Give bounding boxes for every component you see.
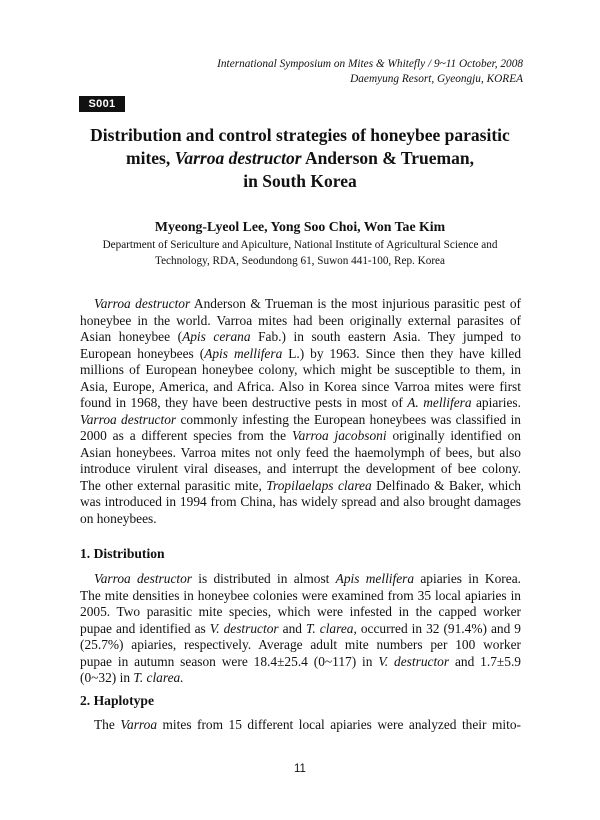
text-run: The other external parasitic mite, <box>80 477 267 493</box>
text-line <box>80 670 521 687</box>
text-line <box>80 346 521 363</box>
text-run: L.) by 1963. Since then they have killed <box>282 345 522 361</box>
text-line <box>80 621 521 638</box>
text-run: Delfinado & Baker, which <box>371 477 521 493</box>
title-species-name: Varroa destructor <box>174 148 302 168</box>
text-line: introduce virulent viral diseases, and interrupt the development of bee colony. <box>80 461 521 476</box>
species-name: Varroa <box>120 717 158 732</box>
text-run: 2000 as a different species from the <box>80 428 292 443</box>
species-name: Apis mellifera <box>204 345 283 361</box>
text-run: apiaries in Korea. <box>414 571 521 586</box>
distribution-paragraph <box>80 571 521 687</box>
text-line: Asian honeybees. Varroa mites not only feed the haemolymph of bees, but also <box>80 444 521 460</box>
text-line <box>80 654 521 671</box>
text-line: on honeybees. <box>80 510 157 526</box>
text-run: pupae in autumn season were 18.4±25.4 (0~117) in <box>80 653 379 669</box>
text-run: pupae and identified as <box>80 620 210 636</box>
text-run: mites from 15 different local apiaries were analyzed their mito- <box>157 717 521 732</box>
species-name: V. destructor <box>209 620 279 636</box>
section-heading-distribution: 1. Distribution <box>80 546 165 561</box>
species-name: T. clarea. <box>133 670 184 685</box>
species-name: Varroa destructor <box>94 296 191 311</box>
text-run: found in 1968, they have been destructive pests in most of <box>80 395 408 410</box>
text-run: apiaries. <box>471 395 521 410</box>
text-run: Fab.) in south eastern Asia. They jumped to <box>250 329 522 344</box>
text-run: The <box>94 717 121 732</box>
text-line: millions of European honeybee colony, which might be susceptible to them, in <box>80 362 521 377</box>
text-line <box>80 412 521 429</box>
author-list: Myeong-Lyeol Lee, Yong Soo Choi, Won Tae Kim <box>154 219 446 234</box>
text-run: , occurred in 32 (91.4%) and 9 <box>353 620 521 636</box>
text-line <box>80 296 521 313</box>
conference-header <box>217 57 523 87</box>
text-line: The mite densities in honeybee colonies were examined from 35 local apiaries in <box>80 587 521 603</box>
species-name: T. clarea <box>305 620 354 636</box>
species-name: Apis mellifera <box>335 571 415 586</box>
title-line-2 <box>70 147 530 170</box>
paper-title <box>70 124 530 193</box>
text-line <box>80 571 521 588</box>
haplotype-paragraph <box>80 717 521 734</box>
text-line <box>80 478 521 495</box>
text-run: commonly infesting the European honeybees was classified in <box>176 411 521 427</box>
section-heading-haplotype: 2. Haplotype <box>80 693 155 708</box>
page-number: 11 <box>294 763 306 775</box>
abstract-id-badge: S001 <box>79 96 125 112</box>
species-name: Varroa destructor <box>94 571 193 586</box>
species-name: A. mellifera <box>407 395 472 410</box>
text-run: originally identified on <box>386 428 521 443</box>
text-line <box>80 395 521 412</box>
text-run: European honeybees ( <box>80 345 205 361</box>
species-name: Varroa jacobsoni <box>291 428 387 443</box>
title-text: Anderson & Trueman, <box>301 148 474 168</box>
text-line <box>80 329 521 346</box>
text-line: 2005. Two parasitic mite species, which were infested in the capped worker <box>80 604 521 619</box>
text-run: Anderson & Trueman is the most injurious parasitic pest of <box>190 296 521 311</box>
species-name: Tropilaelaps clarea <box>266 477 372 493</box>
affiliation <box>84 237 516 269</box>
title-line-1: Distribution and control strategies of honeybee parasitic <box>90 125 510 145</box>
header-line-1: International Symposium on Mites & Whitefly / 9~11 October, 2008 <box>217 58 523 70</box>
text-line: Asia, Europe, America, and Africa. Also in Korea since Varroa mites were first <box>80 378 521 394</box>
text-line <box>80 428 521 445</box>
header-line-2: Daemyung Resort, Gyeongju, KOREA <box>350 73 523 85</box>
species-name: V. destructor <box>378 653 450 669</box>
title-text: mites, <box>126 148 175 168</box>
text-run: (0~32) in <box>80 670 134 685</box>
text-run: and 1.7±5.9 <box>449 653 522 669</box>
text-line: was introduced in 1994 from China, has widely spread and also brought damages <box>80 494 521 509</box>
title-line-3: in South Korea <box>243 171 357 191</box>
species-name: Varroa destructor <box>80 411 177 427</box>
text-run: is distributed in almost <box>192 571 336 586</box>
affiliation-line-1: Department of Sericulture and Apiculture, National Institute of Agricultural Science and <box>102 239 498 251</box>
text-line: honeybee in the world. Varroa mites had been originally external parasites of <box>80 312 521 328</box>
affiliation-line-2: Technology, RDA, Seodundong 61, Suwon 441-100, Rep. Korea <box>155 255 445 267</box>
text-run: Asian honeybee ( <box>80 329 183 344</box>
text-line <box>80 717 521 734</box>
text-line: (25.7%) apiaries, respectively. Average adult mite numbers per 100 worker <box>80 637 521 652</box>
text-run: and <box>278 620 306 636</box>
abstract-paragraph <box>80 296 521 527</box>
species-name: Apis cerana <box>182 329 251 344</box>
